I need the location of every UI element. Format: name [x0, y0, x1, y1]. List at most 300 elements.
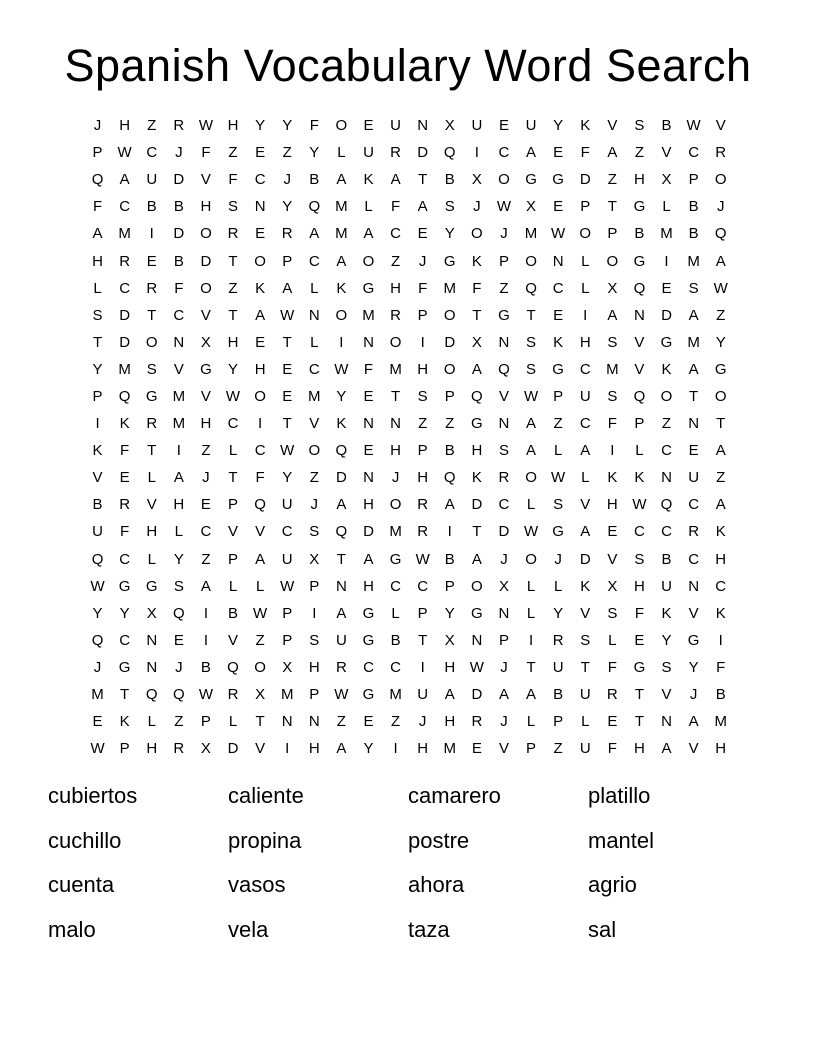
grid-cell: R: [335, 658, 347, 676]
grid-cell: H: [200, 415, 212, 433]
grid-cell: W: [225, 387, 241, 405]
grid-cell: O: [254, 252, 266, 270]
grid-cell: V: [688, 740, 699, 758]
grid-cell: K: [715, 604, 726, 622]
grid-cell: O: [714, 387, 727, 405]
grid-cell: J: [175, 144, 183, 162]
grid-cell: M: [660, 225, 673, 243]
grid-cell: A: [200, 577, 211, 595]
grid-cell: U: [471, 117, 483, 135]
grid-cell: R: [417, 523, 429, 541]
grid-cell: B: [553, 686, 564, 704]
grid-cell: L: [310, 333, 319, 351]
grid-cell: G: [498, 306, 510, 324]
grid-cell: A: [526, 442, 537, 460]
grid-cell: O: [145, 333, 158, 351]
grid-cell: L: [662, 198, 671, 216]
grid-cell: S: [228, 198, 239, 216]
grid-cell: N: [173, 333, 185, 351]
grid-cell: E: [200, 496, 211, 514]
grid-cell: X: [282, 658, 293, 676]
grid-cell: O: [471, 577, 483, 595]
grid-row: [84, 410, 735, 437]
grid-cell: Z: [607, 171, 617, 189]
grid-cell: O: [498, 171, 510, 189]
grid-cell: V: [309, 415, 320, 433]
grid-cell: T: [418, 631, 428, 649]
grid-cell: O: [335, 117, 348, 135]
grid-cell: B: [444, 171, 455, 189]
grid-cell: S: [498, 442, 509, 460]
grid-cell: K: [471, 252, 482, 270]
grid-cell: C: [146, 144, 158, 162]
grid-cell: H: [715, 550, 727, 568]
word-list-item: propina: [228, 827, 302, 853]
grid-cell: E: [553, 198, 564, 216]
grid-cell: W: [90, 577, 105, 595]
grid-cell: E: [255, 333, 266, 351]
grid-cell: O: [443, 360, 456, 378]
grid-cell: L: [310, 279, 319, 297]
grid-cell: N: [363, 469, 374, 487]
grid-cell: A: [336, 252, 347, 270]
grid-cell: L: [553, 577, 563, 595]
grid-cell: A: [498, 686, 509, 704]
grid-cell: P: [417, 442, 428, 460]
grid-cell: W: [551, 469, 566, 487]
grid-cell: N: [688, 415, 700, 433]
grid-cell: A: [688, 360, 699, 378]
grid-cell: R: [173, 740, 185, 758]
grid-cell: T: [472, 523, 482, 541]
grid-cell: A: [688, 713, 699, 731]
grid-cell: K: [634, 469, 645, 487]
grid-cell: C: [579, 415, 591, 433]
grid-cell: Y: [336, 387, 347, 405]
grid-cell: Z: [201, 550, 211, 568]
grid-cell: J: [93, 117, 102, 135]
grid-row: [84, 302, 735, 329]
grid-cell: Q: [227, 658, 239, 676]
grid-cell: G: [525, 171, 537, 189]
grid-cell: V: [688, 604, 699, 622]
grid-cell: G: [145, 387, 158, 405]
grid-cell: E: [553, 144, 564, 162]
grid-cell: B: [688, 198, 699, 216]
grid-cell: Y: [92, 604, 103, 622]
grid-cell: X: [526, 198, 537, 216]
grid-row: [84, 600, 735, 627]
grid-cell: C: [552, 279, 564, 297]
grid-cell: K: [336, 415, 347, 433]
grid-cell: M: [280, 686, 294, 704]
grid-cell: L: [526, 577, 536, 595]
grid-cell: D: [119, 333, 131, 351]
grid-cell: L: [553, 442, 563, 460]
grid-cell: Z: [661, 415, 672, 433]
grid-cell: S: [634, 117, 645, 135]
grid-cell: N: [634, 306, 645, 324]
grid-cell: G: [362, 279, 375, 297]
grid-cell: O: [525, 469, 537, 487]
grid-cell: R: [146, 279, 158, 297]
grid-cell: M: [443, 279, 457, 297]
word-list-item: cuenta: [48, 872, 115, 897]
grid-cell: P: [200, 713, 211, 731]
grid-cell: P: [444, 387, 455, 405]
grid-cell: V: [228, 523, 239, 541]
grid-cell: L: [337, 144, 346, 162]
grid-cell: T: [390, 387, 401, 405]
grid-cell: J: [716, 198, 725, 216]
grid-cell: Z: [147, 117, 157, 135]
grid-cell: S: [607, 387, 618, 405]
grid-cell: L: [228, 442, 238, 460]
grid-cell: H: [634, 577, 645, 595]
grid-cell: D: [363, 523, 374, 541]
grid-cell: H: [227, 117, 239, 135]
grid-cell: K: [553, 333, 564, 351]
grid-cell: J: [283, 171, 291, 189]
grid-cell: F: [228, 171, 238, 189]
grid-cell: X: [200, 333, 211, 351]
grid-cell: H: [606, 496, 618, 514]
grid-cell: A: [336, 740, 347, 758]
grid-cell: G: [552, 171, 564, 189]
grid-cell: R: [227, 686, 239, 704]
grid-cell: W: [334, 686, 349, 704]
grid-cell: A: [607, 306, 618, 324]
grid-cell: Y: [173, 550, 184, 568]
grid-cell: W: [253, 604, 268, 622]
grid-cell: H: [390, 279, 401, 297]
grid-cell: M: [172, 415, 186, 433]
grid-cell: T: [607, 198, 617, 216]
grid-cell: Z: [553, 415, 563, 433]
grid-cell: V: [607, 117, 618, 135]
word-list-item: mantel: [588, 827, 655, 853]
grid-cell: L: [147, 469, 156, 487]
grid-cell: S: [526, 333, 537, 351]
grid-cell: G: [362, 631, 375, 649]
grid-cell: A: [390, 171, 401, 189]
grid-cell: W: [469, 658, 484, 676]
grid-cell: O: [579, 225, 592, 243]
grid-cell: E: [634, 631, 645, 649]
grid-cell: C: [119, 198, 131, 216]
grid-cell: P: [92, 387, 103, 405]
grid-cell: S: [634, 550, 645, 568]
grid-cell: Q: [443, 469, 456, 487]
grid-cell: G: [362, 604, 375, 622]
grid-cell: J: [554, 550, 562, 568]
grid-cell: P: [309, 577, 320, 595]
grid-cell: B: [92, 496, 103, 514]
grid-cell: Z: [255, 631, 265, 649]
grid-cell: O: [525, 252, 537, 270]
grid-cell: L: [228, 713, 238, 731]
grid-cell: E: [363, 387, 374, 405]
word-list-item: vela: [228, 916, 269, 942]
grid-cell: P: [92, 144, 103, 162]
grid-cell: V: [607, 550, 618, 568]
grid-cell: P: [444, 577, 455, 595]
grid-cell: N: [471, 631, 483, 649]
grid-cell: M: [91, 686, 104, 704]
grid-cell: S: [92, 306, 103, 324]
grid-cell: Q: [633, 387, 646, 405]
grid-cell: Q: [145, 686, 158, 704]
grid-cell: A: [336, 496, 347, 514]
grid-cell: T: [689, 387, 699, 405]
grid-cell: H: [444, 658, 456, 676]
grid-cell: W: [280, 306, 295, 324]
grid-cell: S: [661, 658, 672, 676]
grid-cell: F: [634, 604, 644, 622]
grid-cell: C: [254, 171, 266, 189]
grid-cell: J: [175, 658, 183, 676]
grid-cell: E: [119, 469, 130, 487]
grid-cell: D: [444, 333, 456, 351]
word-list-item: camarero: [408, 783, 501, 808]
grid-cell: I: [583, 306, 588, 324]
grid-cell: F: [607, 740, 617, 758]
grid-cell: O: [254, 387, 266, 405]
grid-cell: I: [718, 631, 723, 649]
grid-cell: N: [254, 198, 266, 216]
grid-cell: X: [146, 604, 157, 622]
grid-cell: A: [336, 604, 347, 622]
grid-cell: S: [553, 496, 564, 514]
grid-cell: D: [471, 496, 483, 514]
grid-cell: Y: [282, 198, 293, 216]
grid-cell: O: [443, 306, 456, 324]
grid-cell: S: [688, 279, 699, 297]
grid-cell: V: [715, 117, 726, 135]
grid-cell: Q: [660, 496, 673, 514]
grid-cell: S: [173, 577, 184, 595]
grid-cell: H: [417, 469, 429, 487]
grid-cell: C: [227, 415, 239, 433]
grid-cell: N: [688, 577, 700, 595]
grid-cell: J: [418, 713, 427, 731]
grid-cell: N: [308, 306, 320, 324]
grid-cell: T: [716, 415, 726, 433]
grid-cell: W: [713, 279, 728, 297]
grid-cell: Q: [335, 523, 348, 541]
grid-cell: Z: [716, 306, 726, 324]
grid-cell: G: [633, 658, 646, 676]
grid-cell: L: [147, 550, 156, 568]
grid-cell: G: [552, 523, 564, 541]
grid-cell: N: [498, 333, 510, 351]
grid-cell: L: [581, 279, 590, 297]
grid-cell: R: [173, 117, 185, 135]
grid-cell: T: [120, 686, 130, 704]
grid-cell: V: [173, 360, 184, 378]
grid-cell: M: [335, 225, 348, 243]
grid-cell: G: [389, 550, 402, 568]
grid-cell: L: [526, 604, 536, 622]
grid-cell: Z: [445, 415, 455, 433]
grid-cell: X: [471, 171, 482, 189]
grid-row: [84, 518, 735, 545]
grid-cell: S: [607, 604, 618, 622]
grid-cell: W: [280, 577, 295, 595]
grid-cell: F: [607, 658, 617, 676]
grid-cell: Q: [633, 279, 646, 297]
grid-cell: V: [661, 686, 672, 704]
grid-cell: Q: [118, 387, 131, 405]
grid-cell: N: [498, 604, 510, 622]
letter-grid: [84, 112, 735, 762]
grid-cell: T: [255, 713, 265, 731]
grid-cell: N: [146, 658, 158, 676]
grid-cell: P: [417, 306, 428, 324]
word-list-item: sal: [588, 916, 617, 942]
grid-cell: B: [146, 198, 157, 216]
grid-cell: C: [119, 550, 131, 568]
grid-cell: K: [363, 171, 374, 189]
grid-cell: E: [607, 523, 618, 541]
grid-cell: J: [93, 658, 102, 676]
grid-cell: D: [579, 171, 591, 189]
grid-cell: I: [420, 333, 425, 351]
grid-cell: R: [498, 469, 510, 487]
grid-cell: O: [200, 225, 212, 243]
grid-cell: V: [255, 740, 266, 758]
grid-cell: A: [444, 686, 455, 704]
grid-cell: R: [606, 686, 618, 704]
grid-cell: P: [282, 604, 293, 622]
grid-cell: C: [363, 658, 374, 676]
grid-cell: M: [335, 198, 348, 216]
grid-cell: K: [119, 415, 130, 433]
word-list-item: platillo: [588, 783, 651, 808]
grid-cell: P: [526, 740, 537, 758]
grid-cell: R: [146, 415, 158, 433]
grid-cell: P: [553, 713, 564, 731]
grid-cell: H: [308, 658, 320, 676]
grid-cell: Q: [91, 550, 104, 568]
grid-cell: E: [471, 740, 482, 758]
grid-cell: A: [661, 740, 672, 758]
grid-cell: H: [363, 577, 374, 595]
grid-cell: Z: [174, 713, 184, 731]
grid-cell: J: [500, 225, 508, 243]
grid-cell: E: [282, 360, 293, 378]
grid-cell: H: [634, 171, 645, 189]
grid-cell: H: [390, 442, 401, 460]
grid-cell: T: [336, 550, 346, 568]
grid-cell: M: [524, 225, 538, 243]
grid-row: [84, 275, 735, 302]
grid-row: [84, 329, 735, 356]
grid-cell: M: [687, 333, 700, 351]
grid-cell: A: [471, 550, 482, 568]
grid-cell: D: [200, 252, 212, 270]
grid-cell: Q: [443, 144, 456, 162]
grid-cell: S: [580, 631, 591, 649]
grid-cell: T: [92, 333, 103, 351]
grid-cell: A: [526, 415, 537, 433]
grid-cell: E: [146, 252, 157, 270]
grid-cell: V: [146, 496, 157, 514]
grid-cell: G: [443, 252, 456, 270]
grid-row: [84, 573, 735, 600]
grid-cell: R: [715, 144, 727, 162]
grid-cell: Z: [499, 279, 509, 297]
grid-cell: F: [607, 415, 617, 433]
grid-cell: B: [390, 631, 401, 649]
grid-cell: B: [444, 550, 455, 568]
grid-cell: A: [309, 225, 320, 243]
grid-cell: T: [282, 333, 292, 351]
grid-cell: W: [686, 117, 701, 135]
grid-cell: K: [661, 604, 672, 622]
word-list-item: vasos: [228, 872, 286, 897]
grid-cell: L: [93, 279, 102, 297]
grid-cell: J: [500, 658, 508, 676]
grid-cell: G: [118, 658, 131, 676]
grid-cell: W: [334, 360, 349, 378]
grid-cell: C: [688, 550, 700, 568]
grid-cell: Z: [201, 442, 211, 460]
grid-cell: V: [661, 144, 672, 162]
grid-cell: S: [309, 631, 320, 649]
grid-cell: K: [580, 117, 591, 135]
grid-cell: I: [420, 658, 425, 676]
grid-cell: I: [95, 415, 100, 433]
grid-cell: I: [312, 604, 317, 622]
grid-cell: C: [173, 306, 185, 324]
grid-cell: G: [687, 631, 700, 649]
grid-cell: C: [308, 252, 320, 270]
grid-cell: C: [308, 360, 320, 378]
grid-cell: A: [255, 306, 266, 324]
grid-cell: X: [607, 577, 618, 595]
grid-cell: M: [714, 713, 727, 731]
grid-cell: U: [92, 523, 103, 541]
grid-cell: B: [309, 171, 320, 189]
grid-cell: B: [634, 225, 645, 243]
grid-cell: Y: [444, 604, 455, 622]
grid-cell: C: [417, 577, 429, 595]
grid-cell: X: [498, 577, 509, 595]
grid-cell: P: [282, 252, 293, 270]
grid-cell: K: [336, 279, 347, 297]
grid-row: [84, 247, 735, 274]
grid-cell: Q: [172, 686, 185, 704]
grid-cell: Z: [336, 713, 346, 731]
grid-cell: U: [281, 496, 293, 514]
grid-cell: F: [716, 658, 726, 676]
grid-cell: J: [473, 198, 481, 216]
grid-cell: Q: [91, 631, 104, 649]
grid-cell: U: [363, 144, 374, 162]
grid-cell: G: [633, 198, 646, 216]
word-list-item: cubiertos: [48, 783, 138, 808]
grid-cell: U: [688, 469, 700, 487]
grid-cell: A: [580, 523, 591, 541]
grid-cell: P: [688, 171, 699, 189]
grid-cell: Y: [92, 360, 103, 378]
grid-cell: S: [146, 360, 157, 378]
grid-cell: W: [117, 144, 132, 162]
grid-cell: I: [203, 604, 208, 622]
grid-cell: E: [363, 442, 374, 460]
grid-cell: H: [146, 523, 158, 541]
